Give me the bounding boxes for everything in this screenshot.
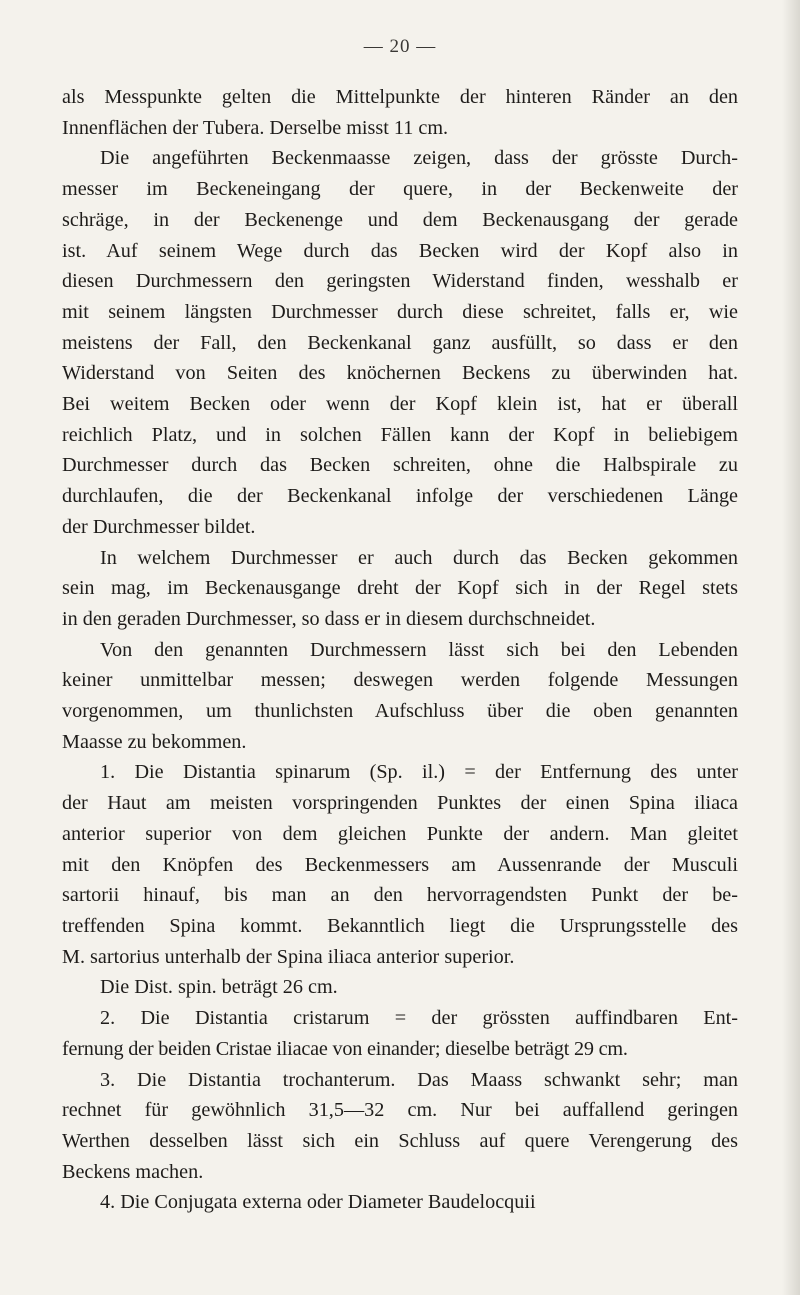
text-line: sein mag, im Beckenausgange dreht der Kopf sich in der Regel stets xyxy=(62,577,738,600)
text-line: Werthen desselben lässt sich ein Schluss auf quere Verengerung des xyxy=(62,1129,738,1152)
text-line: Bei weitem Becken oder wenn der Kopf klein ist, hat er überall xyxy=(62,393,738,416)
text-line: durchlaufen, die der Beckenkanal infolge der verschiedenen Länge xyxy=(62,485,738,508)
text-line: schräge, in der Beckenenge und dem Beckenausgang der gerade xyxy=(62,208,738,231)
text-line: Widerstand von Seiten des knöchernen Beckens zu überwinden hat. xyxy=(62,362,738,385)
page-number: — 20 — xyxy=(363,36,437,57)
text-line: ist. Auf seinem Wege durch das Becken wird der Kopf also in xyxy=(62,239,738,262)
text-line: Die angeführten Beckenmaasse zeigen, dass der grösste Durch- xyxy=(100,147,738,170)
text-line: In welchem Durchmesser er auch durch das Becken gekommen xyxy=(100,546,738,569)
text-line: Innenflächen der Tubera. Derselbe misst 11 cm. xyxy=(62,116,449,139)
text-line: fernung der beiden Cristae iliacae von einander; dieselbe beträgt 29 cm. xyxy=(62,1037,628,1060)
paragraph xyxy=(62,1003,738,1064)
text-line: M. sartorius unterhalb der Spina iliaca anterior superior. xyxy=(62,945,515,968)
paragraph xyxy=(62,635,738,758)
text-line: der Durchmesser bildet. xyxy=(62,515,256,538)
paragraph xyxy=(62,972,738,1003)
text-line: messer im Beckeneingang der quere, in der Beckenweite der xyxy=(62,178,738,201)
page-edge-shadow xyxy=(782,0,800,1295)
text-line: Von den genannten Durchmessern lässt sich bei den Lebenden xyxy=(100,638,738,661)
text-line: 2. Die Distantia cristarum = der grössten auffindbaren Ent- xyxy=(100,1007,738,1030)
text-line: anterior superior von dem gleichen Punkte der andern. Man gleitet xyxy=(62,822,738,845)
text-line: Beckens machen. xyxy=(62,1160,204,1183)
paragraph xyxy=(62,143,738,542)
text-line: Maasse zu bekommen. xyxy=(62,730,247,753)
text-line: 3. Die Distantia trochanterum. Das Maass schwankt sehr; man xyxy=(100,1068,738,1091)
paragraph xyxy=(62,1187,738,1218)
paragraph xyxy=(62,543,738,635)
text-line: vorgenommen, um thunlichsten Aufschluss über die oben genannten xyxy=(62,700,738,723)
text-line: 1. Die Distantia spinarum (Sp. il.) = der Entfernung des unter xyxy=(100,761,738,784)
text-line: der Haut am meisten vorspringenden Punktes der einen Spina iliaca xyxy=(62,792,738,815)
text-line: keiner unmittelbar messen; deswegen werden folgende Messungen xyxy=(62,669,738,692)
text-line: Die Dist. spin. beträgt 26 cm. xyxy=(100,976,338,999)
text-line: rechnet für gewöhnlich 31,5—32 cm. Nur bei auffallend geringen xyxy=(62,1099,738,1122)
text-line: mit den Knöpfen des Beckenmessers am Aussenrande der Musculi xyxy=(62,853,738,876)
text-line: reichlich Platz, und in solchen Fällen kann der Kopf in beliebigem xyxy=(62,423,738,446)
text-line: sartorii hinauf, bis man an den hervorragendsten Punkt der be- xyxy=(62,884,738,907)
body-text xyxy=(62,82,738,1218)
paragraph xyxy=(62,1065,738,1188)
text-line: mit seinem längsten Durchmesser durch diese schreitet, falls er, wie xyxy=(62,300,738,323)
paragraph xyxy=(62,82,738,143)
text-line: meistens der Fall, den Beckenkanal ganz ausfüllt, so dass er den xyxy=(62,331,738,354)
text-line: als Messpunkte gelten die Mittelpunkte der hinteren Ränder an den xyxy=(62,86,738,108)
text-line: 4. Die Conjugata externa oder Diameter Baudelocquii xyxy=(100,1191,536,1214)
text-line: Durchmesser durch das Becken schreiten, ohne die Halbspirale zu xyxy=(62,454,738,477)
text-line: in den geraden Durchmesser, so dass er in diesem durchschneidet. xyxy=(62,607,596,630)
text-line: treffenden Spina kommt. Bekanntlich liegt die Ursprungsstelle des xyxy=(62,914,738,937)
paragraph xyxy=(62,757,738,972)
text-line: diesen Durchmessern den geringsten Widerstand finden, wesshalb er xyxy=(62,270,738,293)
